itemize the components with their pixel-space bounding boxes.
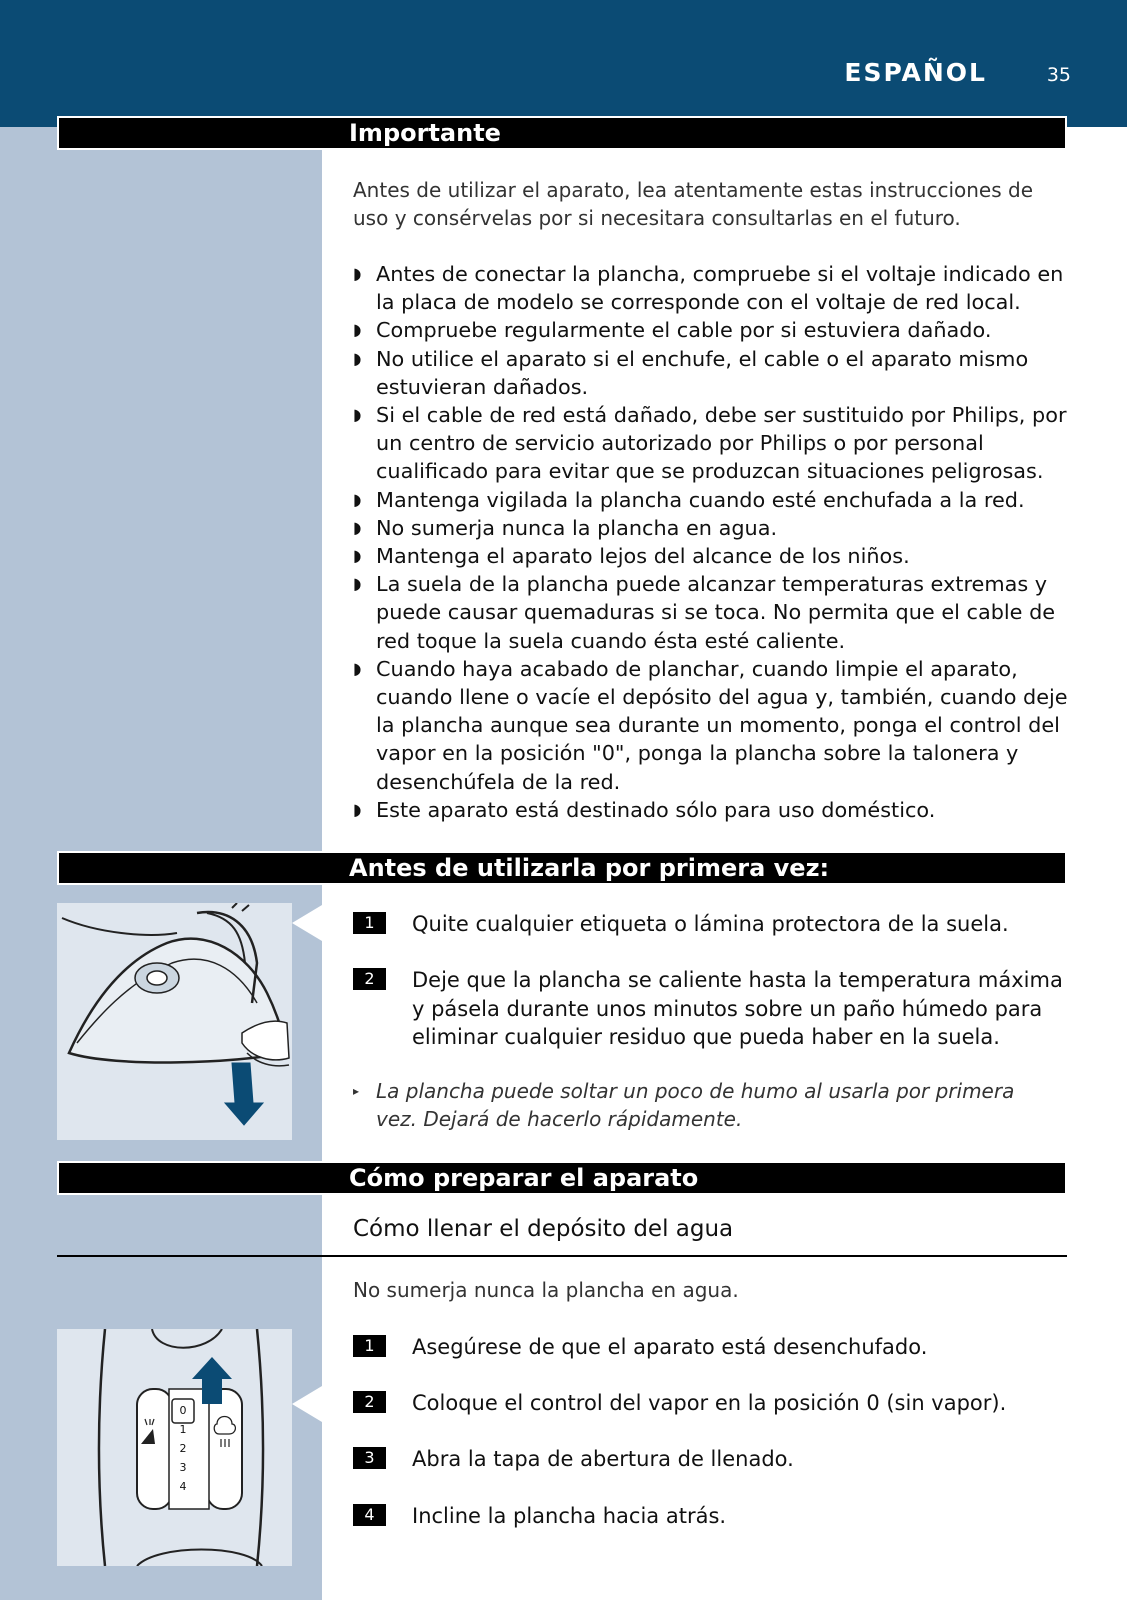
step-text: Incline la plancha hacia atrás. — [412, 1504, 727, 1528]
bullet-icon: ◗ — [353, 546, 362, 566]
step-number: 2 — [353, 1391, 386, 1413]
section-bar-importante — [57, 116, 1067, 150]
step-item — [353, 966, 1073, 1056]
step-item — [353, 1333, 1073, 1363]
callout-pointer — [292, 1386, 322, 1422]
language-label: ESPAÑOL — [844, 58, 987, 87]
step-item — [353, 1445, 1073, 1475]
step-item — [353, 1502, 1073, 1532]
bullet-icon: ◗ — [353, 348, 362, 368]
section-title: Antes de utilizarla por primera vez: — [349, 854, 830, 882]
list-item: ◗ La suela de la plancha puede alcanzar temperaturas extremas y puede causar quemaduras si se toca. No permita que el cable de red toque la suela cuando ésta esté caliente. — [353, 572, 1056, 653]
section-bar-first-use — [57, 851, 1067, 885]
bullet-icon: ◗ — [353, 799, 362, 819]
page-number: 35 — [1046, 64, 1071, 86]
step-text: Asegúrese de que el aparato está desenchufado. — [412, 1335, 928, 1359]
bullet-icon: ◗ — [353, 405, 362, 425]
step-item — [353, 910, 1073, 940]
step-text: Deje que la plancha se caliente hasta la temperatura máxima y pásela durante unos minutos sobre un paño húmedo para eliminar cualquier residuo que pueda haber en la suela. — [412, 968, 1063, 1049]
intro-paragraph: Antes de utilizar el aparato, lea atentamente estas instrucciones de uso y consérvelas por si necesitara consultarlas en el futuro. — [353, 178, 1034, 230]
list-item: ◗ Cuando haya acabado de planchar, cuando limpie el aparato, cuando llene o vacíe el depósito del agua y, también, cuando deje la plancha aunque sea durante un momento, ponga el control del vapor en la posición "0", ponga la plancha sobre la talonera y desenchúfela de la red. — [353, 656, 1068, 794]
step-number: 2 — [353, 968, 386, 990]
iron-cloth-illustration — [57, 903, 292, 1140]
section-title: Cómo preparar el aparato — [349, 1164, 699, 1192]
steam-dial-illustration — [57, 1329, 292, 1566]
step-number: 4 — [353, 1504, 386, 1526]
iron-icon — [57, 903, 292, 1140]
bullet-icon: ◗ — [353, 489, 362, 509]
dial-scale: 0 1 2 3 4 — [179, 1404, 187, 1493]
bullet-icon: ◗ — [353, 517, 362, 537]
step-number: 1 — [353, 1335, 386, 1357]
section-title: Importante — [349, 119, 501, 147]
warning-text: No sumerja nunca la plancha en agua. — [353, 1278, 739, 1302]
list-item: ◗ Mantenga el aparato lejos del alcance de los niños. — [353, 542, 1073, 570]
bullet-icon: ◗ — [353, 320, 362, 340]
step-text: Quite cualquier etiqueta o lámina protectora de la suela. — [412, 912, 1009, 936]
note-triangle-icon: ▸ — [353, 1084, 360, 1098]
list-item: ◗ Mantenga vigilada la plancha cuando esté enchufada a la red. — [353, 486, 1073, 514]
section-bar-prepare — [57, 1161, 1067, 1195]
step-item — [353, 1389, 1073, 1419]
callout-pointer — [292, 905, 322, 941]
list-item: ◗ Si el cable de red está dañado, debe ser sustituido por Philips, por un centro de servicio autorizado por Philips o por personal cualificado para evitar que se produzcan situaciones peligrosas. — [353, 403, 1067, 484]
bullet-icon: ◗ — [353, 574, 362, 594]
bullet-icon: ◗ — [353, 264, 362, 283]
divider — [57, 1255, 1067, 1257]
step-text: Abra la tapa de abertura de llenado. — [412, 1447, 794, 1471]
list-item: ◗ No sumerja nunca la plancha en agua. — [353, 514, 1073, 542]
note-text: La plancha puede soltar un poco de humo al usarla por primera vez. Dejará de hacerlo rápidamente. — [376, 1079, 1015, 1131]
list-item: ◗ Antes de conectar la plancha, compruebe si el voltaje indicado en la placa de modelo se corresponde con el voltaje de red local. — [353, 262, 1064, 315]
safety-list — [353, 260, 1073, 824]
list-item: ◗ Compruebe regularmente el cable por si estuviera dañado. — [353, 316, 1073, 344]
step-number: 1 — [353, 912, 386, 934]
step-number: 3 — [353, 1447, 386, 1469]
bullet-icon: ◗ — [353, 658, 362, 678]
list-item: ◗ Este aparato está destinado sólo para uso doméstico. — [353, 796, 1073, 824]
step-text: Coloque el control del vapor en la posición 0 (sin vapor). — [412, 1391, 1007, 1415]
list-item: ◗ No utilice el aparato si el enchufe, el cable o el aparato mismo estuvieran dañados. — [353, 346, 1029, 399]
subheading: Cómo llenar el depósito del agua — [353, 1216, 734, 1242]
